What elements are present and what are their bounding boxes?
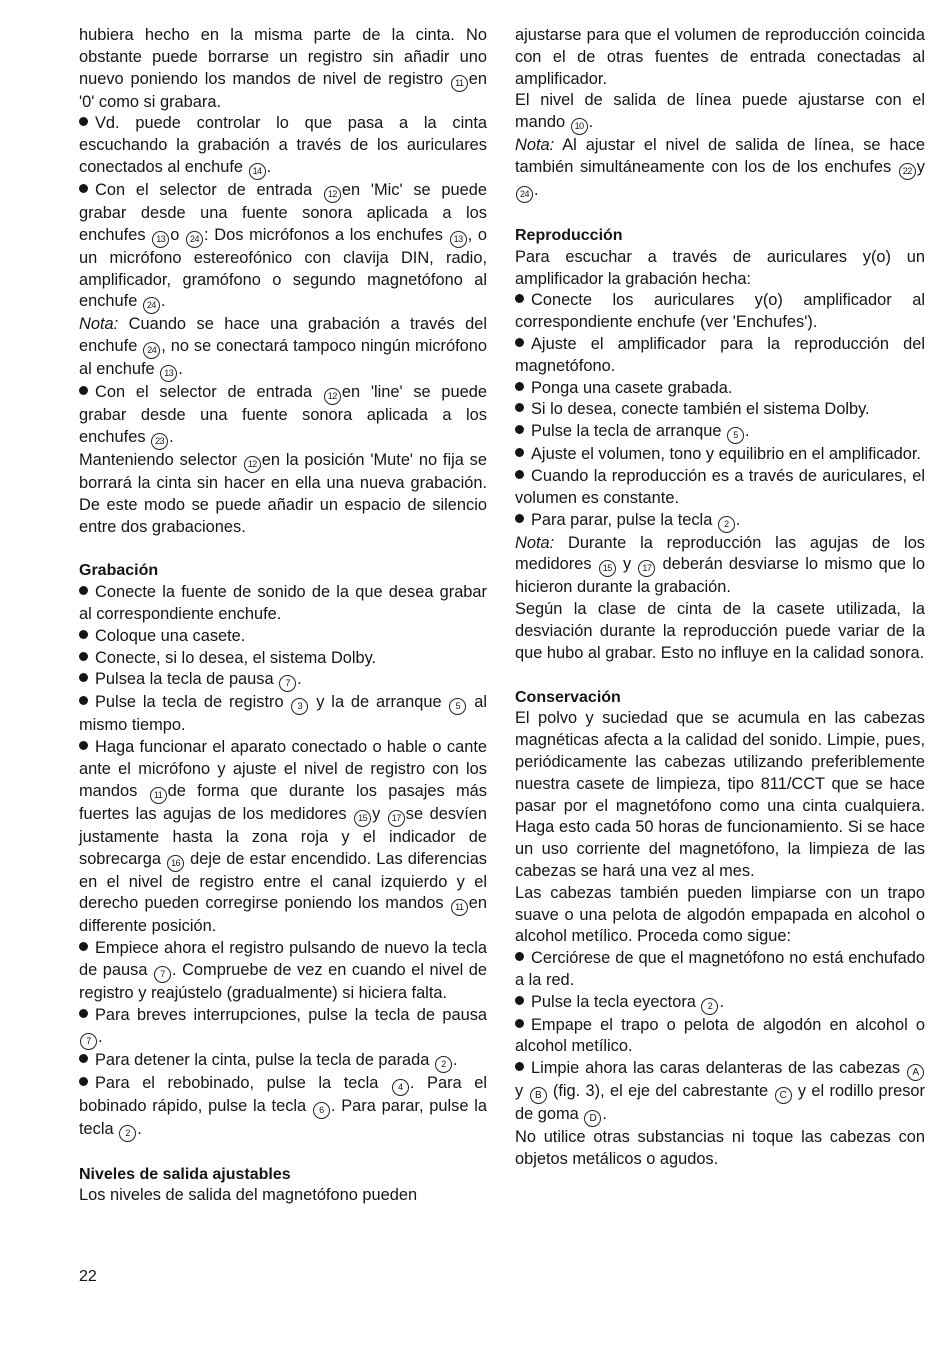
section-heading: Conservación xyxy=(515,688,621,706)
section-gap xyxy=(79,1142,487,1164)
bullet-icon xyxy=(515,448,524,457)
bullet-item: Para detener la cinta, pulse la tecla de parada 2 . xyxy=(79,1050,487,1073)
bullet-icon xyxy=(515,338,524,347)
paragraph: No utilice otras substancias ni toque las cabezas con objetos metálicos o agudos. xyxy=(515,1128,925,1169)
bullet-icon xyxy=(79,1077,88,1086)
circled-reference: 24 xyxy=(143,342,160,359)
circled-reference: 10 xyxy=(571,118,588,135)
note-label: Nota: xyxy=(79,315,119,334)
note-paragraph: Nota: Durante la reproducción las agujas de los medidores 15 y 17 deberán desviarse lo mismo que lo hicieron durante la grabación. xyxy=(515,533,925,597)
paragraph: ajustarse para que el volumen de reproducción coincida con el de otras fuentes de entrada conectadas al amplificador. xyxy=(515,26,925,88)
bullet-icon xyxy=(79,586,88,595)
bullet-icon xyxy=(79,652,88,661)
circled-reference: B xyxy=(530,1087,547,1104)
circled-reference: 7 xyxy=(80,1033,97,1050)
circled-reference: 14 xyxy=(249,163,266,180)
note-label: Nota: xyxy=(515,533,555,552)
right-column xyxy=(515,25,925,1171)
circled-reference: 2 xyxy=(119,1125,136,1142)
bullet-icon xyxy=(79,1009,88,1018)
bullet-icon xyxy=(515,294,524,303)
section-heading: Niveles de salida ajustables xyxy=(79,1165,291,1183)
circled-reference: 7 xyxy=(154,966,171,983)
section-gap xyxy=(515,203,925,225)
bullet-item: Ajuste el volumen, tono y equilibrio en el amplificador. xyxy=(515,444,925,466)
page-number: 22 xyxy=(79,1268,97,1285)
paragraph: Los niveles de salida del magnetófono pueden xyxy=(79,1186,418,1205)
bullet-item: Con el selector de entrada 12 en 'Mic' se puede grabar desde una fuente sonora aplicada a los enchufes 13 o 24 : Dos micrófonos a los enchufes 13 , o un micrófono estereofónico con clavija DIN, radio, amplificador, gramófono o segundo magnetófono al enchufe 24 . xyxy=(79,180,487,314)
circled-reference: 13 xyxy=(160,365,177,382)
note-paragraph: Nota: Cuando se hace una grabación a través del enchufe 24 , no se conectará tampoco ningún micrófono al enchufe 13 . xyxy=(79,314,487,382)
circled-reference: D xyxy=(584,1110,601,1127)
circled-reference: 12 xyxy=(324,388,341,405)
bullet-item: Para parar, pulse la tecla 2 . xyxy=(515,510,925,533)
paragraph: Manteniendo selector 12 en la posición 'Mute' no fija se borrará la cinta sin hacer en ella una nueva grabación. De este modo se puede añadir un espacio de silencio entre dos grabaciones. xyxy=(79,450,487,536)
bullet-icon xyxy=(79,117,88,126)
bullet-item: Si lo desea, conecte también el sistema Dolby. xyxy=(515,399,925,421)
circled-reference: 17 xyxy=(638,560,655,577)
bullet-item: Pulsea la tecla de pausa 7 . xyxy=(79,669,487,692)
circled-reference: 11 xyxy=(451,899,468,916)
bullet-icon xyxy=(79,942,88,951)
bullet-icon xyxy=(79,630,88,639)
section-gap xyxy=(79,538,487,560)
paragraph: hubiera hecho en la misma parte de la cinta. No obstante puede borrarse un registro sin añadir uno nuevo poniendo los mandos de nivel de registro 11 en '0' como si grabara. xyxy=(79,26,487,111)
circled-reference: 11 xyxy=(451,75,468,92)
circled-reference: 13 xyxy=(152,231,169,248)
bullet-icon xyxy=(515,952,524,961)
bullet-item: Coloque una casete. xyxy=(79,626,487,648)
circled-reference: 4 xyxy=(392,1079,409,1096)
bullet-item: Cerciórese de que el magnetófono no está enchufado a la red. xyxy=(515,949,925,989)
note-paragraph: Nota: Al ajustar el nivel de salida de línea, se hace también simultáneamente con los de los enchufes 22 y 24 . xyxy=(515,135,925,203)
bullet-item: Vd. puede controlar lo que pasa a la cinta escuchando la grabación a través de los auriculares conectados al enchufe 14 . xyxy=(79,113,487,180)
bullet-icon xyxy=(515,996,524,1005)
bullet-item: Haga funcionar el aparato conectado o hable o cante ante el micrófono y ajuste el nivel de registro con los mandos 11 de forma que durante los pasajes más fuertes las agujas de los medidores 15 y 17 se desvíen justamente hasta la zona roja y el indicador de sobrecarga 16 deje de estar encendido. Las diferencias en el nivel de registro entre el canal izquierdo y el derecho pueden corregirse poniendo los mandos 11 en differente posición. xyxy=(79,738,488,936)
bullet-icon xyxy=(79,1054,88,1063)
bullet-item: Con el selector de entrada 12 en 'line' se puede grabar desde una fuente sonora aplicada a los enchufes 23 . xyxy=(79,382,487,450)
bullet-icon xyxy=(79,673,88,682)
circled-reference: 24 xyxy=(516,186,533,203)
bullet-item: Para el rebobinado, pulse la tecla 4 . Para el bobinado rápido, pulse la tecla 6 . Para parar, pulse la tecla 2 . xyxy=(79,1073,487,1142)
note-label: Nota: xyxy=(515,136,555,155)
paragraph: El polvo y suciedad que se acumula en las cabezas magnéticas afecta a la calidad del sonido. Limpie, pues, periódicamente las cabezas utilizando preferiblemente nuestra casete de limpieza, tipo 811/CCT que se hace pasar por el magnetófono como una cinta cualquiera. Haga esto cada 50 horas de funcionamiento. Si se hace un uso corriente del magnetófono, la limpieza de las cabezas se hará una vez al mes. xyxy=(515,709,925,880)
bullet-icon xyxy=(79,386,88,395)
bullet-item: Pulse la tecla de arranque 5 . xyxy=(515,421,925,444)
bullet-item: Empape el trapo o pelota de algodón en alcohol o alcohol metílico. xyxy=(515,1015,925,1056)
bullet-icon xyxy=(79,184,88,193)
circled-reference: 13 xyxy=(450,231,467,248)
circled-reference: 17 xyxy=(388,810,405,827)
circled-reference: 12 xyxy=(244,456,261,473)
section-heading: Grabación xyxy=(79,562,159,580)
bullet-item: Ajuste el amplificador para la reproducción del magnetófono. xyxy=(515,334,925,375)
paragraph: Para escuchar a través de auriculares y(o) un amplificador la grabación hecha: xyxy=(515,247,925,288)
circled-reference: 5 xyxy=(449,698,466,715)
circled-reference: 24 xyxy=(143,297,160,314)
circled-reference: 7 xyxy=(279,675,296,692)
bullet-item: Ponga una casete grabada. xyxy=(515,378,925,400)
bullet-icon xyxy=(515,425,524,434)
circled-reference: 22 xyxy=(899,163,916,180)
bullet-item: Empiece ahora el registro pulsando de nuevo la tecla de pausa 7 . Compruebe de vez en cuando el nivel de registro y reajústelo (gradualmente) si hiciera falta. xyxy=(79,939,487,1002)
bullet-icon xyxy=(79,696,88,705)
bullet-item: Pulse la tecla eyectora 2 . xyxy=(515,992,925,1015)
bullet-item: Cuando la reproducción es a través de auriculares, el volumen es constante. xyxy=(515,466,925,507)
bullet-icon xyxy=(515,1062,524,1071)
section-gap xyxy=(515,665,925,687)
circled-reference: 23 xyxy=(151,433,168,450)
paragraph: El nivel de salida de línea puede ajustarse con el mando 10 . xyxy=(515,90,925,135)
circled-reference: 6 xyxy=(313,1102,330,1119)
circled-reference: 5 xyxy=(727,427,744,444)
paragraph: Las cabezas también pueden limpiarse con un trapo suave o una pelota de algodón empapada en alcohol o alcohol metílico. Proceda como sigue: xyxy=(515,883,925,946)
bullet-item: Conecte los auriculares y(o) amplificador al correspondiente enchufe (ver 'Enchufes'). xyxy=(515,291,925,332)
left-column xyxy=(79,25,487,1207)
bullet-item: Pulse la tecla de registro 3 y la de arranque 5 al mismo tiempo. xyxy=(79,693,487,735)
bullet-icon xyxy=(79,741,88,750)
bullet-item: Limpie ahora las caras delanteras de las cabezas A y B (fig. 3), el eje del cabrestante C y el rodillo presor de goma D . xyxy=(515,1058,925,1127)
bullet-icon xyxy=(515,403,524,412)
bullet-item: Conecte la fuente de sonido de la que desea grabar al correspondiente enchufe. xyxy=(79,583,487,623)
circled-reference: 3 xyxy=(291,698,308,715)
circled-reference: 24 xyxy=(186,231,203,248)
paragraph: Según la clase de cinta de la casete utilizada, la desviación durante la reproducción puede variar de la que hubo al grabar. Esto no influye en la calidad sonora. xyxy=(515,600,925,662)
circled-reference: 16 xyxy=(167,855,184,872)
circled-reference: 2 xyxy=(718,516,735,533)
circled-reference: A xyxy=(907,1064,924,1081)
circled-reference: 12 xyxy=(324,186,341,203)
bullet-icon xyxy=(515,514,524,523)
circled-reference: 15 xyxy=(599,560,616,577)
circled-reference: 15 xyxy=(354,810,371,827)
bullet-icon xyxy=(515,382,524,391)
bullet-item: Para breves interrupciones, pulse la tecla de pausa 7 . xyxy=(79,1005,487,1050)
section-heading: Reproducción xyxy=(515,226,623,244)
bullet-icon xyxy=(515,1019,524,1028)
circled-reference: 2 xyxy=(701,998,718,1015)
bullet-icon xyxy=(515,470,524,479)
circled-reference: C xyxy=(775,1087,792,1104)
circled-reference: 11 xyxy=(150,787,167,804)
bullet-item: Conecte, si lo desea, el sistema Dolby. xyxy=(79,648,487,670)
circled-reference: 2 xyxy=(435,1056,452,1073)
